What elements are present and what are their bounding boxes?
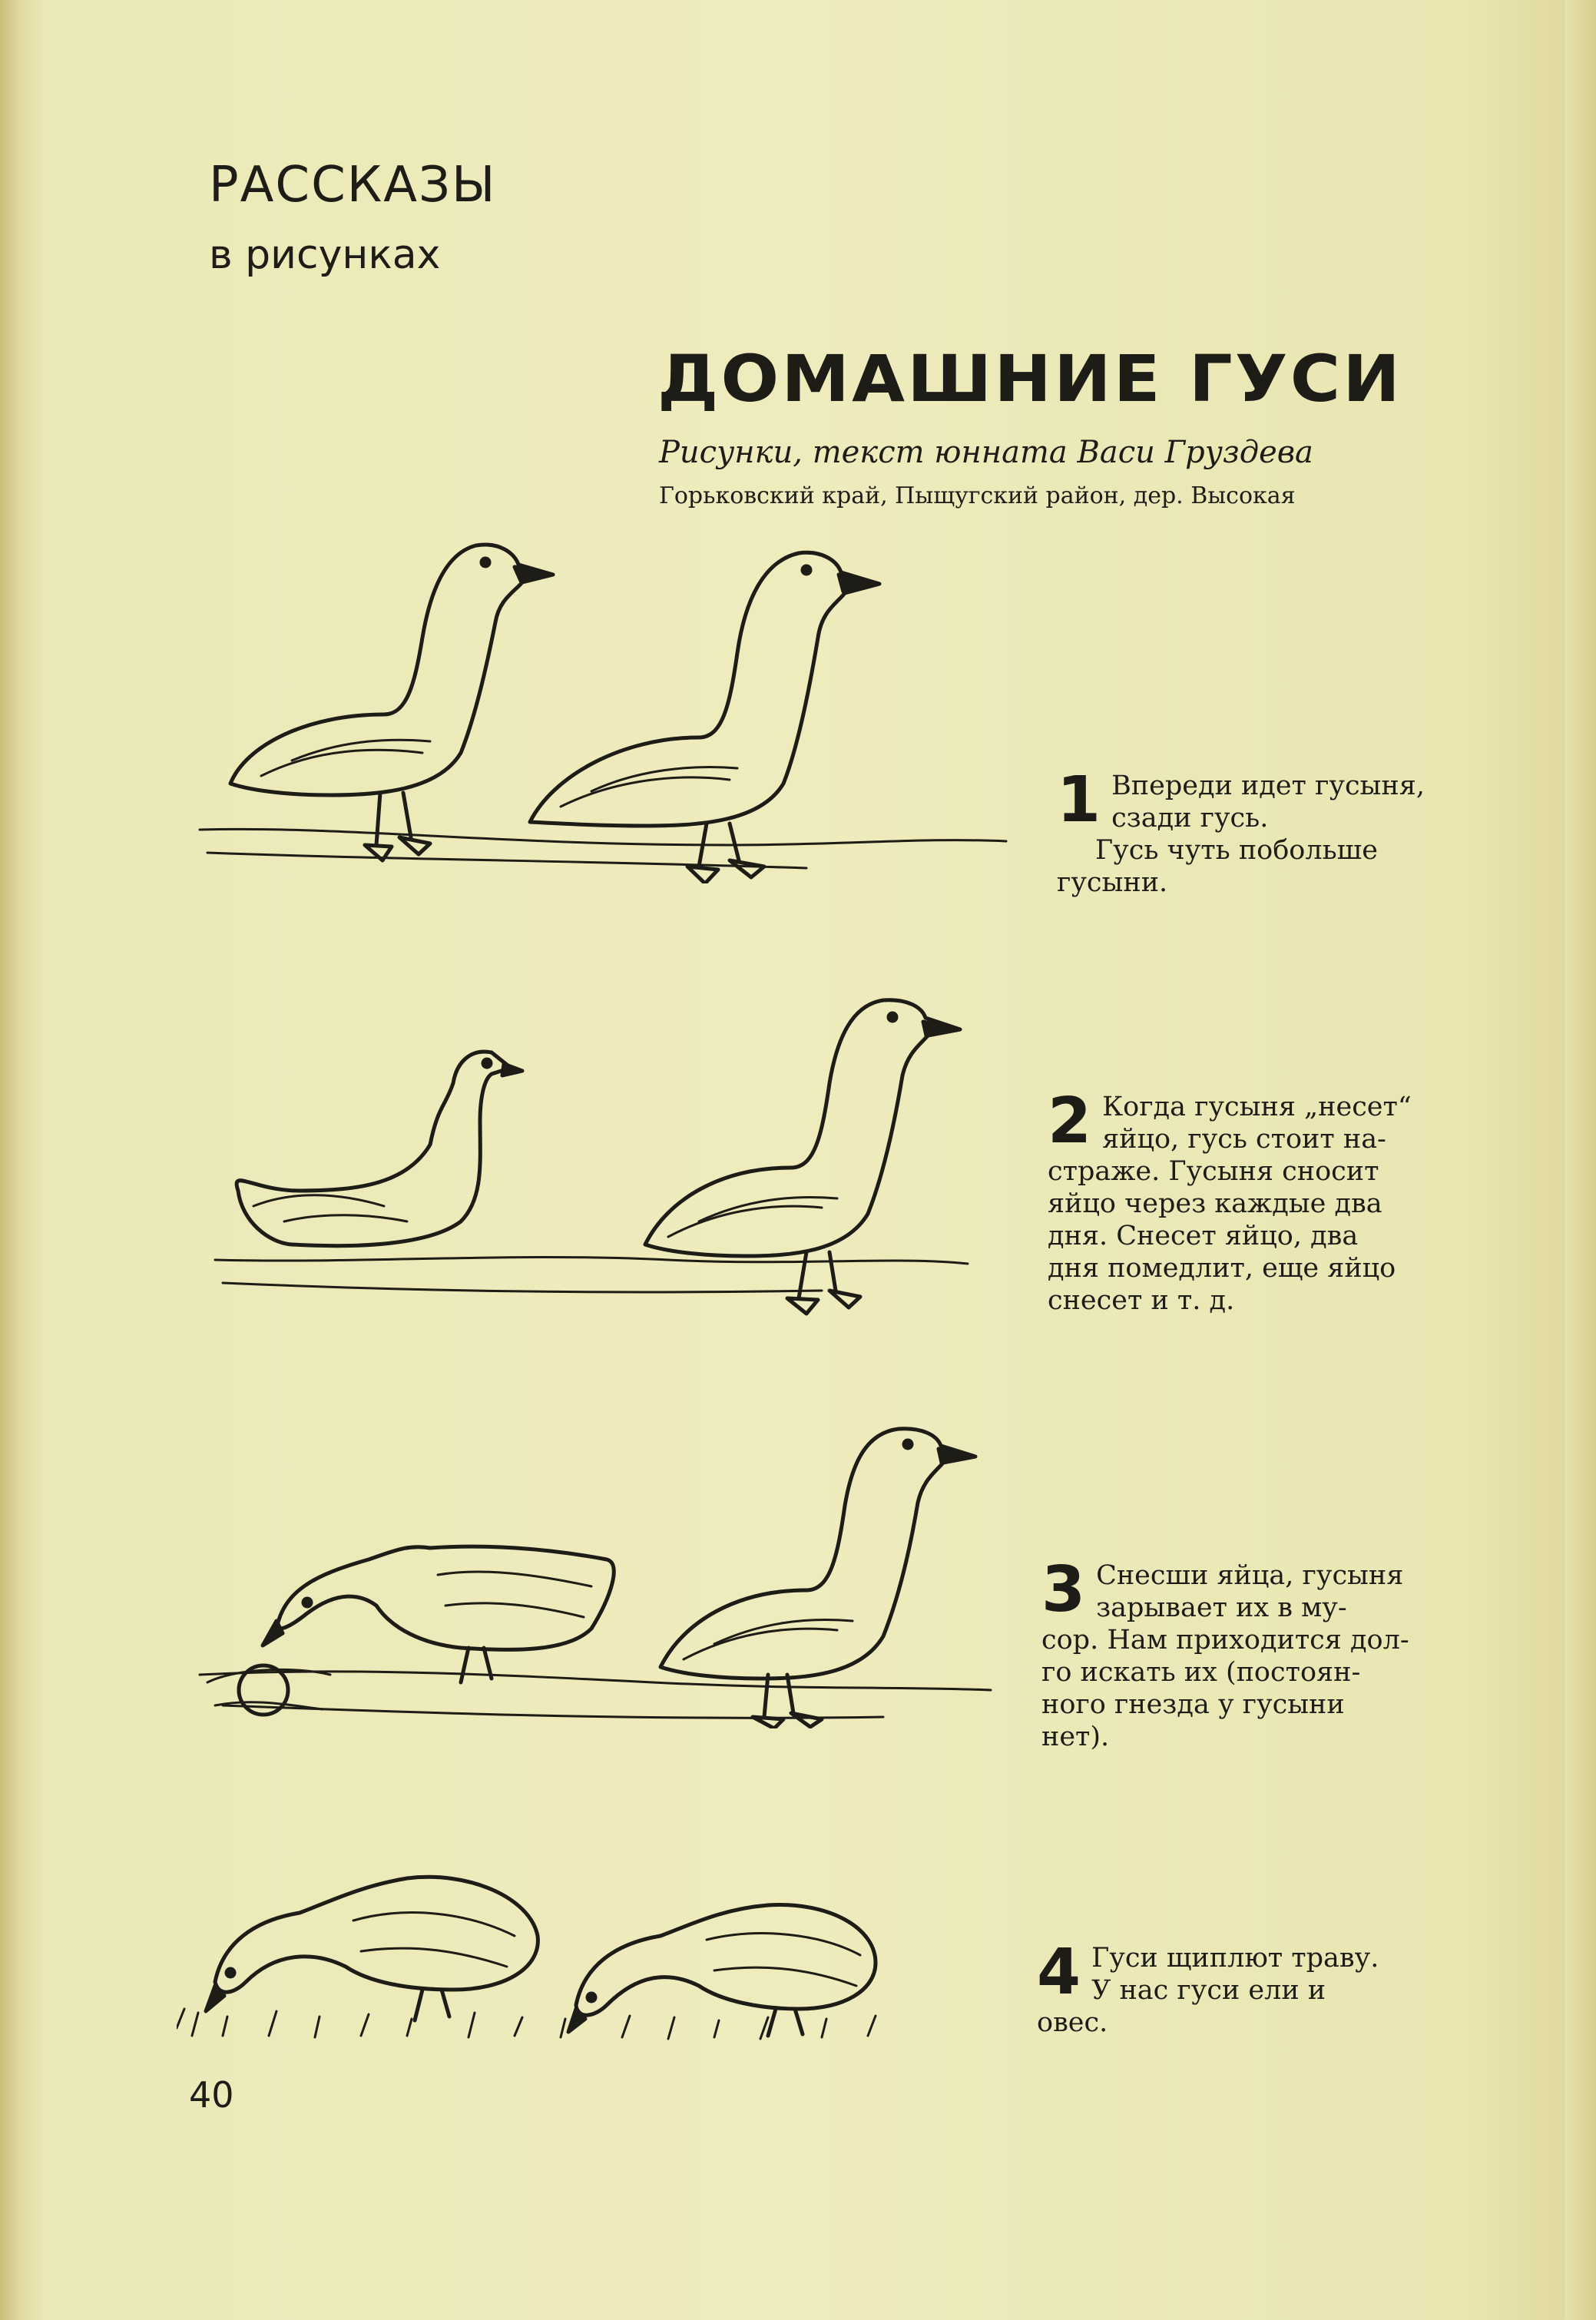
drawing-geese-walking	[192, 522, 1022, 883]
story-1-line-1: Впереди идет гусыня,	[1111, 771, 1425, 801]
goose-bending	[207, 1546, 614, 1715]
ground-line	[200, 829, 1006, 868]
article-location: Горьковский край, Пыщугский район, дер. Высокая	[659, 482, 1296, 509]
article-credit: Рисунки, текст юнната Васи Груздева	[659, 435, 1313, 470]
story-2-number: 2	[1048, 1085, 1092, 1158]
story-1-number: 1	[1057, 764, 1101, 837]
series-title: РАССКАЗЫ	[209, 157, 497, 214]
story-3-line-1: Снесши яйца, гусыня	[1096, 1560, 1404, 1591]
story-1-caption	[1057, 764, 1472, 899]
story-3-caption	[1041, 1553, 1456, 1753]
page-edge-left	[0, 0, 22, 2320]
goose-right	[530, 552, 879, 883]
story-3-line-6: нет).	[1041, 1722, 1110, 1752]
story-3-line-2: зарывает их в му-	[1096, 1593, 1347, 1623]
story-3-number: 3	[1041, 1553, 1086, 1626]
page-number: 40	[189, 2074, 234, 2116]
goose-grazing-right	[568, 1905, 876, 2036]
story-2-line-2: яйцо, гусь стоит на-	[1102, 1124, 1386, 1155]
story-2-line-6: дня помедлит, еще яйцо	[1048, 1253, 1396, 1284]
story-2-line-4: яйцо через каждые два	[1048, 1188, 1382, 1219]
story-1-line-2: сзади гусь.	[1111, 803, 1269, 834]
article-title: ДОМАШНИЕ ГУСИ	[657, 341, 1402, 416]
story-4-caption	[1037, 1936, 1452, 2039]
ground-line	[215, 1257, 968, 1291]
drawing-geese-grazing	[177, 1828, 883, 2043]
story-3-line-5: ного гнезда у гусыни	[1041, 1689, 1345, 1720]
story-2-line-3: страже. Гусыня сносит	[1048, 1156, 1379, 1187]
story-4-line-2: У нас гуси ели и	[1091, 1975, 1326, 2006]
goose-left	[230, 545, 553, 860]
story-4-number: 4	[1037, 1936, 1081, 2009]
drawing-goose-laying	[207, 991, 975, 1344]
story-4-line-3: овес.	[1037, 2007, 1108, 2038]
story-3-line-3: сор. Нам приходится дол-	[1041, 1625, 1409, 1655]
story-2-line-7: снесет и т. д.	[1048, 1285, 1235, 1316]
story-1-line-4: гусыни.	[1057, 867, 1168, 898]
goose-grazing-left	[206, 1877, 538, 2020]
ground-line	[200, 1672, 991, 1718]
series-subtitle: в рисунках	[209, 232, 441, 278]
story-2-caption	[1048, 1085, 1462, 1317]
goose-guarding	[645, 1000, 960, 1314]
story-4-line-1: Гуси щиплют траву.	[1091, 1943, 1379, 1974]
drawing-goose-burying-eggs	[192, 1421, 998, 1728]
story-3-line-4: го искать их (постоян-	[1041, 1657, 1361, 1688]
goose-standing	[661, 1429, 975, 1728]
story-1-line-3: Гусь чуть побольше	[1095, 835, 1378, 866]
page-edge-right	[1565, 0, 1596, 2320]
story-2-line-5: дня. Снесет яйцо, два	[1048, 1221, 1359, 1251]
goose-sitting	[237, 1052, 522, 1246]
story-2-line-1: Когда гусыня „несет“	[1102, 1092, 1412, 1122]
